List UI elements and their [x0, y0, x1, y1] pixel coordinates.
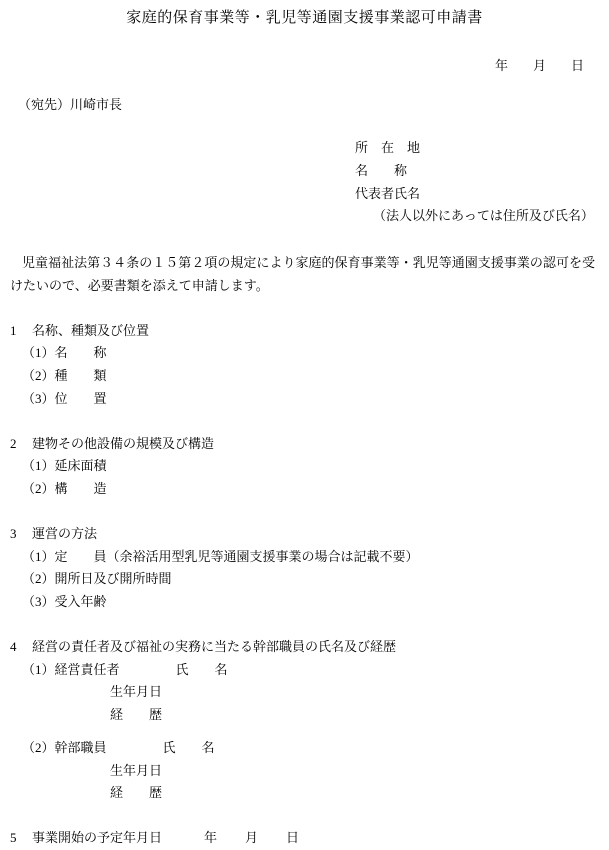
section-2-title: 建物その他設備の規模及び構造	[32, 435, 215, 451]
section-1-item-2: （2）種 類	[22, 368, 107, 383]
section-5-year: 年	[204, 830, 218, 845]
section-1-heading	[10, 320, 609, 343]
section-4-heading	[10, 636, 609, 659]
section-1-item-3: （3）位 置	[22, 390, 107, 406]
preamble-text	[0, 252, 609, 298]
section-3-heading	[10, 523, 609, 546]
preamble-body: 児童福祉法第３４条の１５第２項の規定により家庭的保育事業等・乳児等通園支援事業の認可を受けたいので、必要書類を添えて申請します。	[10, 255, 595, 293]
date-line	[0, 55, 609, 74]
section-3-title: 運営の方法	[32, 525, 98, 541]
section-4-group-1-field-2: 生年月日	[110, 684, 163, 700]
applicant-note: （法人以外にあっては住所及び氏名）	[373, 208, 594, 224]
section-4-group-1-field-1: 氏 名	[175, 661, 228, 677]
section-3-item-3: （3）受入年齢	[22, 594, 107, 609]
section-4	[0, 636, 609, 805]
date-year: 年	[494, 58, 509, 73]
section-3-item-1: （1）定 員（余裕活用型乳児等通園支援事業の場合は記載不要）	[22, 548, 419, 564]
applicant-name-label: 名 称	[355, 162, 408, 178]
applicant-representative-label: 代表者氏名	[355, 185, 421, 201]
section-4-group-2-field-1: 氏 名	[162, 739, 215, 755]
section-5-title: 事業開始の予定年月日	[32, 830, 163, 845]
date-month: 月	[532, 58, 547, 73]
section-4-group-2-field-2: 生年月日	[110, 762, 163, 778]
section-3	[0, 523, 609, 614]
date-day: 日	[570, 58, 585, 73]
section-1-number: 1	[10, 322, 17, 338]
section-2-number: 2	[10, 435, 17, 451]
section-4-group-2-label: （2）幹部職員 氏 名	[22, 739, 215, 755]
section-5-day: 日	[286, 830, 300, 845]
applicant-address-label: 所 在 地	[355, 140, 421, 155]
section-5	[0, 827, 609, 850]
section-2	[0, 433, 609, 501]
section-1-title: 名称、種類及び位置	[32, 322, 150, 338]
section-5-month: 月	[245, 830, 259, 845]
applicant-block	[0, 137, 609, 228]
section-2-heading	[10, 433, 609, 456]
section-3-number: 3	[10, 525, 17, 541]
section-1-item-1: （1）名 称	[22, 345, 107, 361]
section-5-heading	[10, 827, 609, 850]
section-5-number: 5	[10, 830, 17, 845]
section-4-title: 経営の責任者及び福祉の実務に当たる幹部職員の氏名及び経歴	[32, 638, 397, 654]
section-4-group-2-field-3: 経 歴	[110, 785, 163, 801]
section-2-item-2: （2）構 造	[22, 481, 107, 496]
section-1	[0, 320, 609, 411]
section-3-item-2: （2）開所日及び開所時間	[22, 571, 172, 587]
section-4-group-1-field-3: 経 歴	[110, 707, 163, 722]
page-title: 家庭的保育事業等・乳児等通園支援事業認可申請書	[126, 10, 483, 26]
section-4-number: 4	[10, 638, 17, 654]
section-2-item-1: （1）延床面積	[22, 458, 107, 474]
section-4-group-1-label: （1）経営責任者 氏 名	[22, 661, 228, 677]
addressee: （宛先）川崎市長	[18, 97, 123, 112]
